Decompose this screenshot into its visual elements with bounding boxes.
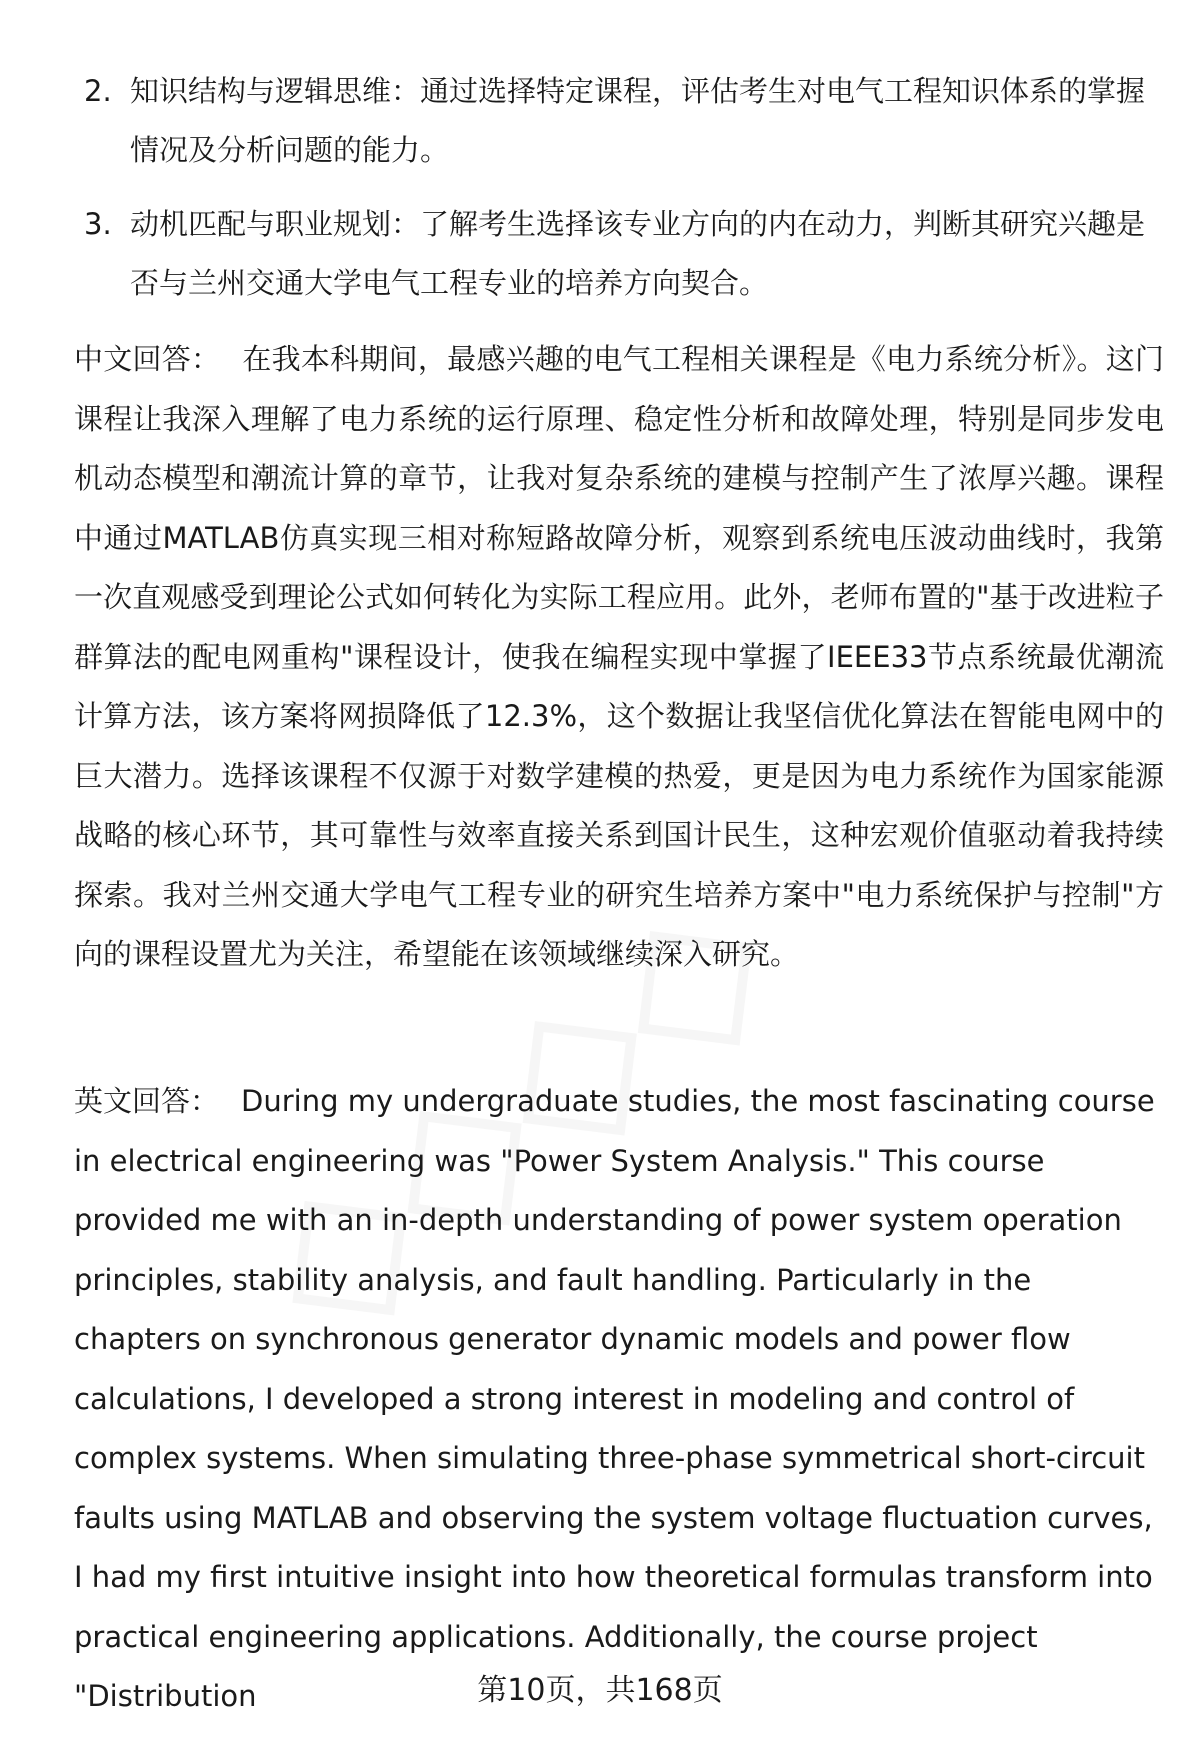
list-item-text: 动机匹配与职业规划：了解考生选择该专业方向的内在动力，判断其研究兴趣是否与兰州交通大学电气工程专业的培养方向契合。 xyxy=(130,207,1146,300)
chinese-answer-text: 在我本科期间，最感兴趣的电气工程相关课程是《电力系统分析》。这门课程让我深入理解了电力系统的运行原理、稳定性分析和故障处理，特别是同步发电机动态模型和潮流计算的章节，让我对复杂系统的建模与控制产生了浓厚兴趣。课程中通过MATLAB仿真实现三相对称短路故障分析，观察到系统电压波动曲线时，我第一次直观感受到理论公式如何转化为实际工程应用。此外，老师布置的"基于改进粒子群算法的配电网重构"课程设计，使我在编程实现中掌握了IEEE33节点系统最优潮流计算方法，该方案将网损降低了12.3%，这个数据让我坚信优化算法在智能电网中的巨大潜力。选择该课程不仅源于对数学建模的热爱，更是因为电力系统作为国家能源战略的核心环节，其可靠性与效率直接关系到国计民生，这种宏观价值驱动着我持续探索。我对兰州交通大学电气工程专业的研究生培养方案中"电力系统保护与控制"方向的课程设置尤为关注，希望能在该领域继续深入研究。 xyxy=(74,342,1164,971)
list-item xyxy=(84,195,1159,313)
evaluation-points-list xyxy=(84,62,1159,328)
page-number-footer: 第10页，共168页 xyxy=(477,1673,723,1708)
list-item xyxy=(84,62,1159,180)
english-answer-label: 英文回答： xyxy=(74,1084,220,1118)
list-number: 2. xyxy=(84,74,112,108)
chinese-answer-label: 中文回答： xyxy=(74,342,221,376)
list-item-text: 知识结构与逻辑思维：通过选择特定课程，评估考生对电气工程知识体系的掌握情况及分析问题的能力。 xyxy=(130,74,1146,167)
list-number: 3. xyxy=(84,207,112,241)
english-answer-text: During my undergraduate studies, the most fascinating course in electrical engineering was "Power System Analysis." This course provided me with an in-depth understanding of power system operation principles, stability analysis, and fault handling. Particularly in the chapters on synchronous generator dynamic models and power flow calculations, I developed a strong interest in modeling and control of complex systems. When simulating three-phase symmetrical short-circuit faults using MATLAB and observing the system voltage fluctuation curves, I had my first intuitive insight into how theoretical formulas transform into practical engineering applications. Additionally, the course project "Distribution xyxy=(74,1084,1155,1713)
chinese-answer-paragraph xyxy=(74,330,1164,985)
english-answer-paragraph xyxy=(74,1072,1164,1727)
